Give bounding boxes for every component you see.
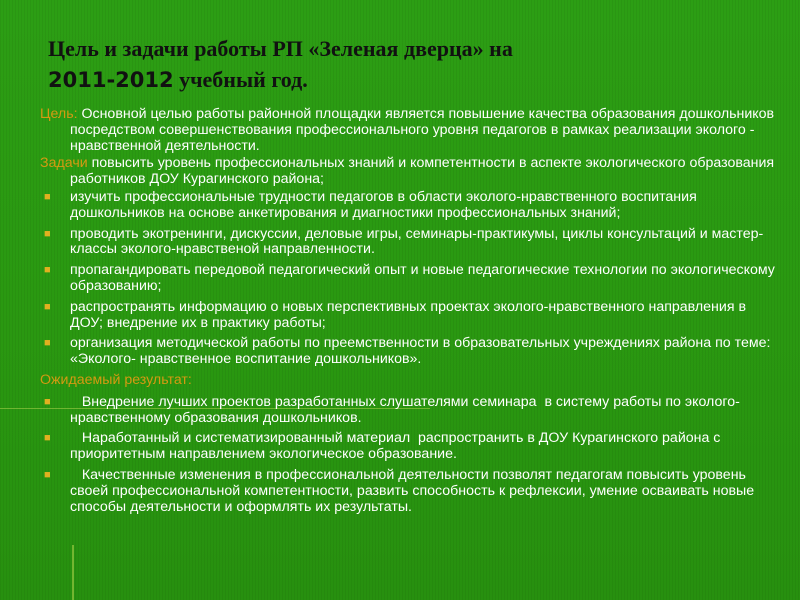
goal-paragraph: [40, 107, 780, 154]
task-item: [40, 227, 780, 259]
task-item-text: изучить профессиональные трудности педагогов в области эколого-нравственного воспитания дошкольников на основе анкетирования и диагностики профессиональных знаний;: [70, 188, 697, 221]
square-bullet-icon: ■: [44, 264, 51, 277]
task-item: [40, 336, 780, 368]
tasks-label: Задачи: [40, 155, 88, 172]
tasks-intro: повысить уровень профессиональных знаний и компетентности в аспекте экологического образования работников ДОУ Курагинского района;: [70, 155, 775, 188]
result-item: [40, 431, 780, 463]
divider-line-vertical: [72, 545, 74, 600]
square-bullet-icon: ■: [44, 468, 51, 481]
square-bullet-icon: ■: [44, 432, 51, 445]
result-item: [40, 395, 780, 427]
task-item-text: распространять информацию о новых перспективных проектах эколого-нравственного направления в ДОУ; внедрение их в практику работы;: [70, 298, 746, 331]
task-item-text: организация методической работы по преемственности в образовательных учреждениях района по теме: «Эколого- нравственное воспитание дошкольников».: [70, 335, 771, 368]
square-bullet-icon: ■: [44, 395, 51, 408]
square-bullet-icon: ■: [44, 190, 51, 203]
square-bullet-icon: ■: [44, 300, 51, 313]
task-item: [40, 300, 780, 332]
result-item-text: Качественные изменения в профессиональной деятельности позволят педагогам повысить уровень своей профессиональной компетентности, развить способность к рефлексии, умение осваивать новые способы деятельности и оформлять их результаты.: [70, 466, 759, 515]
title-line-1: Цель и задачи работы РП «Зеленая дверца» на: [48, 36, 513, 61]
task-item: [40, 190, 780, 222]
result-item: [40, 468, 780, 515]
title-line-2: [48, 64, 768, 96]
goal-label: Цель:: [40, 106, 78, 122]
result-item-text: Внедрение лучших проектов разработанных слушателями семинара в систему работы по эколого-нравственному образования дошкольников.: [70, 393, 740, 426]
square-bullet-icon: ■: [44, 337, 51, 350]
slide-body: [40, 107, 780, 520]
task-item-text: проводить экотренинги, дискуссии, деловые игры, семинары-практикумы, циклы консультаций и мастер-классы эколого-нравственой направленности.: [70, 225, 764, 258]
tasks-paragraph: [40, 156, 780, 188]
results-heading: Ожидаемый результат:: [40, 371, 192, 388]
title-year: 2011-2012: [48, 68, 174, 92]
slide-title: [48, 33, 768, 96]
goal-text: Основной целью работы районной площадки является повышение качества образования дошкольников посредством совершенствования профессионального уровня педагогов в рамках реализации эколого - нравственной деятельности.: [70, 106, 775, 154]
task-item-text: пропагандировать передовой педагогический опыт и новые педагогические технологии по экологическому образованию;: [70, 262, 775, 294]
task-item: [40, 263, 780, 295]
title-line-2-rest: учебный год.: [173, 67, 308, 92]
square-bullet-icon: ■: [44, 227, 51, 240]
result-item-text: Наработанный и систематизированный материал распространить в ДОУ Курагинского района с приоритетным направлением экологическое образование.: [70, 430, 725, 463]
